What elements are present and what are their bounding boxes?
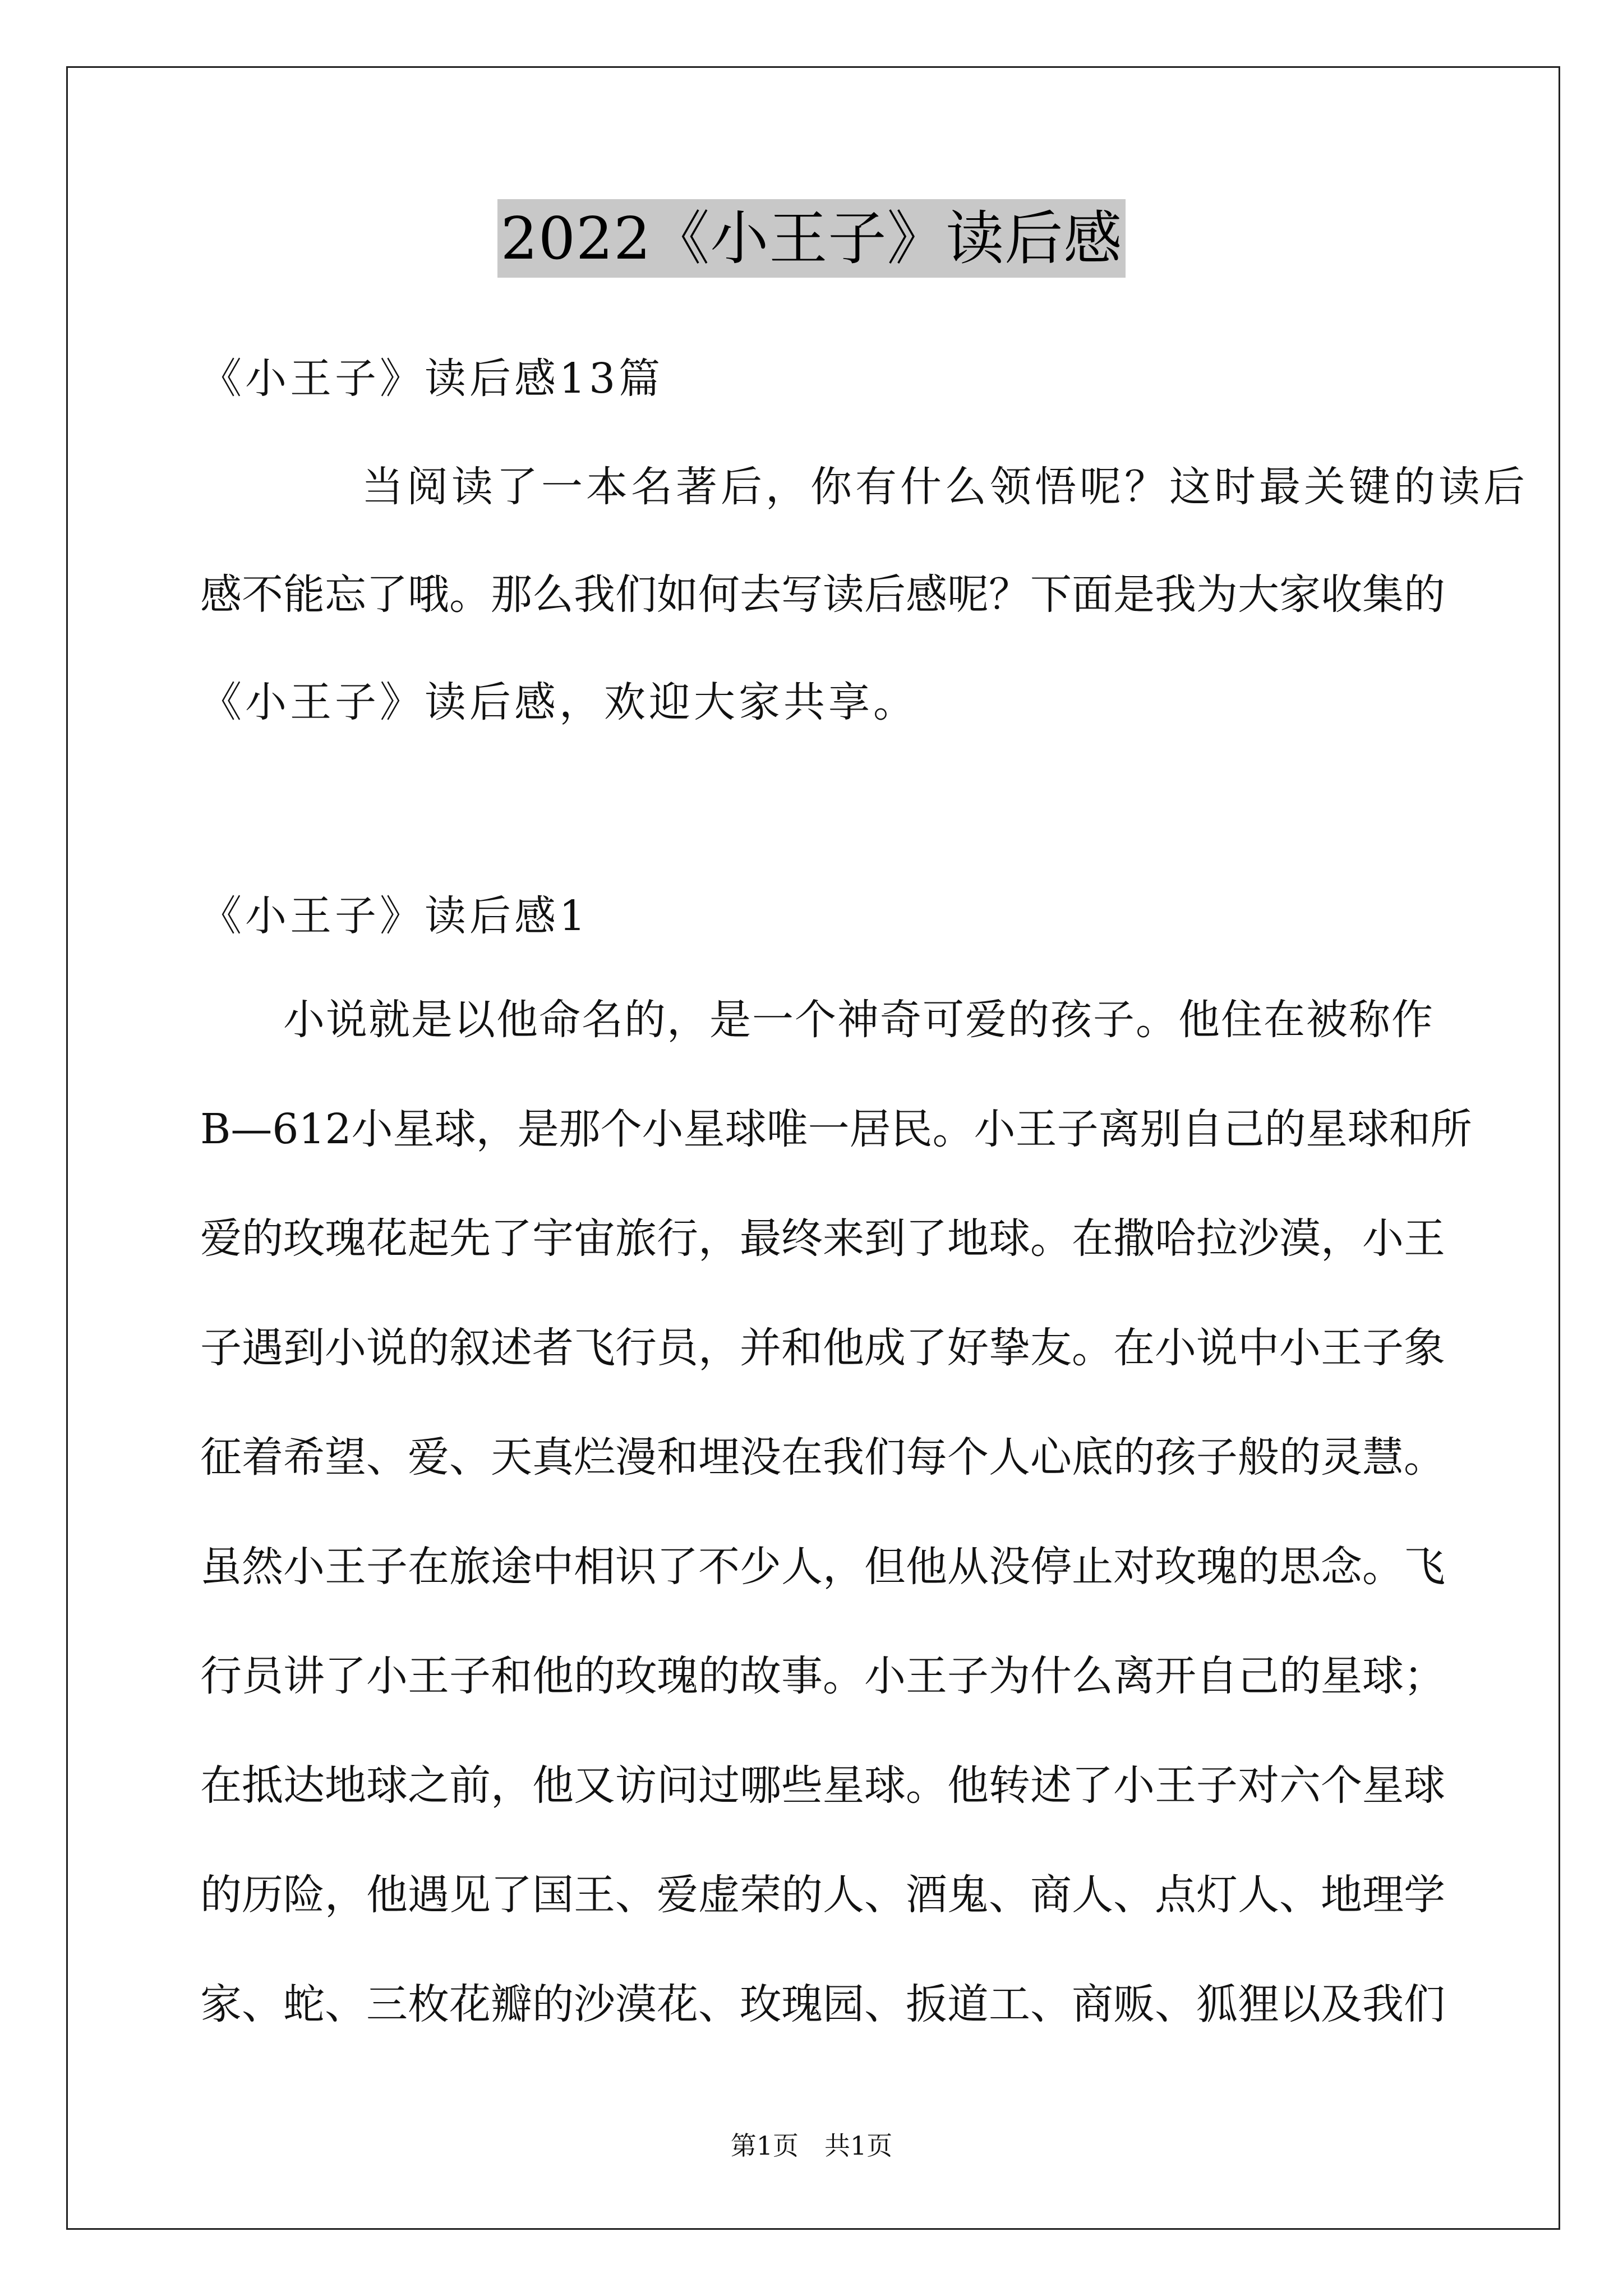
- body-line: 小说就是以他命名的，是一个神奇可爱的孩子。他住在被称作: [283, 996, 1433, 1044]
- intro-line: 感不能忘了哦。那么我们如何去写读后感呢？下面是我为大家收集的: [200, 570, 1445, 619]
- body-line: 征着希望、爱、天真烂漫和埋没在我们每个人心底的孩子般的灵慧。: [200, 1433, 1445, 1481]
- title-wrap: [0, 199, 1623, 278]
- body-line: B—612小星球，是那个小星球唯一居民。小王子离别自己的星球和所: [200, 1105, 1472, 1153]
- document-title: 2022《小王子》读后感: [497, 199, 1126, 278]
- intro-line: 当阅读了一本名著后，你有什么领悟呢？这时最关键的读后: [362, 463, 1528, 511]
- page-footer: 第1页 共1页: [730, 2131, 893, 2161]
- intro-line: 《小王子》读后感，欢迎大家共享。: [200, 678, 918, 726]
- body-line: 虽然小王子在旅途中相识了不少人，但他从没停止对玫瑰的思念。飞: [200, 1543, 1445, 1591]
- body-line: 爱的玫瑰花起先了宇宙旅行，最终来到了地球。在撒哈拉沙漠，小王: [200, 1214, 1445, 1263]
- section-heading: 《小王子》读后感1: [200, 892, 589, 940]
- body-line: 子遇到小说的叙述者飞行员，并和他成了好挚友。在小说中小王子象: [200, 1324, 1445, 1372]
- body-line: 行员讲了小王子和他的玫瑰的故事。小王子为什么离开自己的星球；: [200, 1652, 1445, 1700]
- body-line: 的历险，他遇见了国王、爱虚荣的人、酒鬼、商人、点灯人、地理学: [200, 1871, 1445, 1919]
- subtitle: 《小王子》读后感13篇: [200, 355, 664, 403]
- body-line: 在抵达地球之前，他又访问过哪些星球。他转述了小王子对六个星球: [200, 1761, 1445, 1810]
- body-line: 家、蛇、三枚花瓣的沙漠花、玫瑰园、扳道工、商贩、狐狸以及我们: [200, 1980, 1445, 2028]
